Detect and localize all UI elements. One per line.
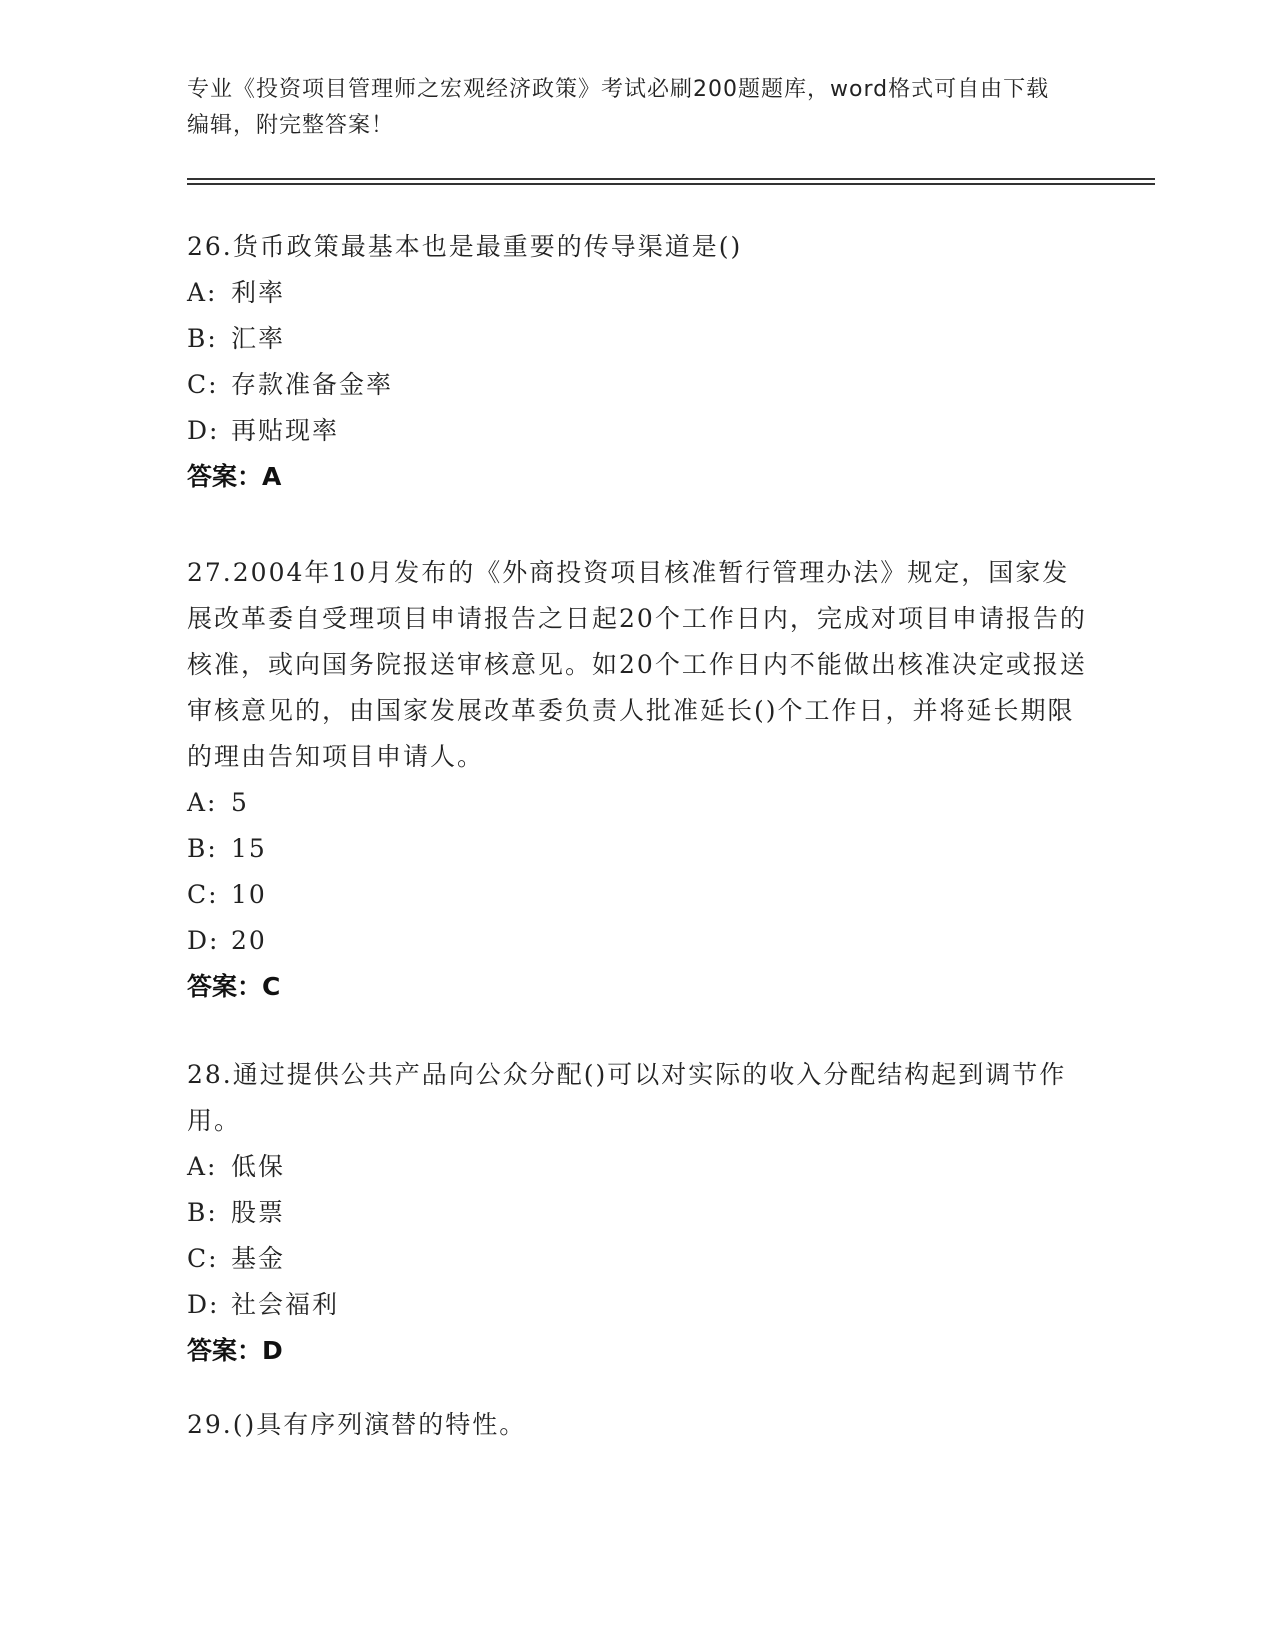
answer: 答案：C [187,972,281,1001]
option-letter: A: [187,278,218,307]
answer: 答案：D [187,1336,283,1365]
document-header: 专业《投资项目管理师之宏观经济政策》考试必刷200题题库，word格式可自由下载编辑，附完整答案！ [187,77,1050,138]
option-text: 存款准备金率 [231,370,394,399]
option-letter: A: [187,1152,218,1181]
option-a [187,270,1087,316]
question-27 [187,550,1087,1010]
header-divider-top [187,178,1155,180]
option-b [187,316,1087,362]
option-c [187,1236,1087,1282]
option-letter: C: [187,880,219,909]
option-b [187,1190,1087,1236]
option-letter: C: [187,370,219,399]
option-text: 5 [231,788,249,817]
option-letter: D: [187,416,220,445]
option-letter: B: [187,1198,218,1227]
option-text: 15 [231,834,267,863]
option-a [187,780,1087,826]
option-letter: A: [187,788,218,817]
option-letter: D: [187,926,220,955]
option-letter: B: [187,834,218,863]
option-text: 10 [231,880,267,909]
option-b [187,826,1087,872]
question-29 [187,1402,1087,1448]
question-stem: 27.2004年10月发布的《外商投资项目核准暂行管理办法》规定，国家发展改革委自受理项目申请报告之日起20个工作日内，完成对项目申请报告的核准，或向国务院报送审核意见。如20个工作日内不能做出核准决定或报送审核意见的，由国家发展改革委负责人批准延长()个工作日，并将延长期限的理由告知项目申请人。 [187,558,1087,771]
option-text: 股票 [231,1198,286,1227]
question-26 [187,224,1087,500]
option-d [187,408,1087,454]
option-text: 社会福利 [231,1290,340,1319]
question-28 [187,1052,1087,1374]
header-divider-bottom [187,183,1155,185]
option-text: 汇率 [231,324,286,353]
option-d [187,918,1087,964]
option-letter: B: [187,324,218,353]
option-text: 低保 [231,1152,286,1181]
option-text: 20 [231,926,267,955]
option-letter: D: [187,1290,220,1319]
option-text: 再贴现率 [231,416,340,445]
option-a [187,1144,1087,1190]
option-d [187,1282,1087,1328]
option-c [187,872,1087,918]
option-letter: C: [187,1244,219,1273]
question-stem: 28.通过提供公共产品向公众分配()可以对实际的收入分配结构起到调节作用。 [187,1060,1067,1135]
question-stem: 26.货币政策最基本也是最重要的传导渠道是() [187,232,743,261]
answer: 答案：A [187,462,282,491]
option-text: 基金 [231,1244,286,1273]
option-c [187,362,1087,408]
option-text: 利率 [231,278,286,307]
question-stem: 29.()具有序列演替的特性。 [187,1410,527,1439]
